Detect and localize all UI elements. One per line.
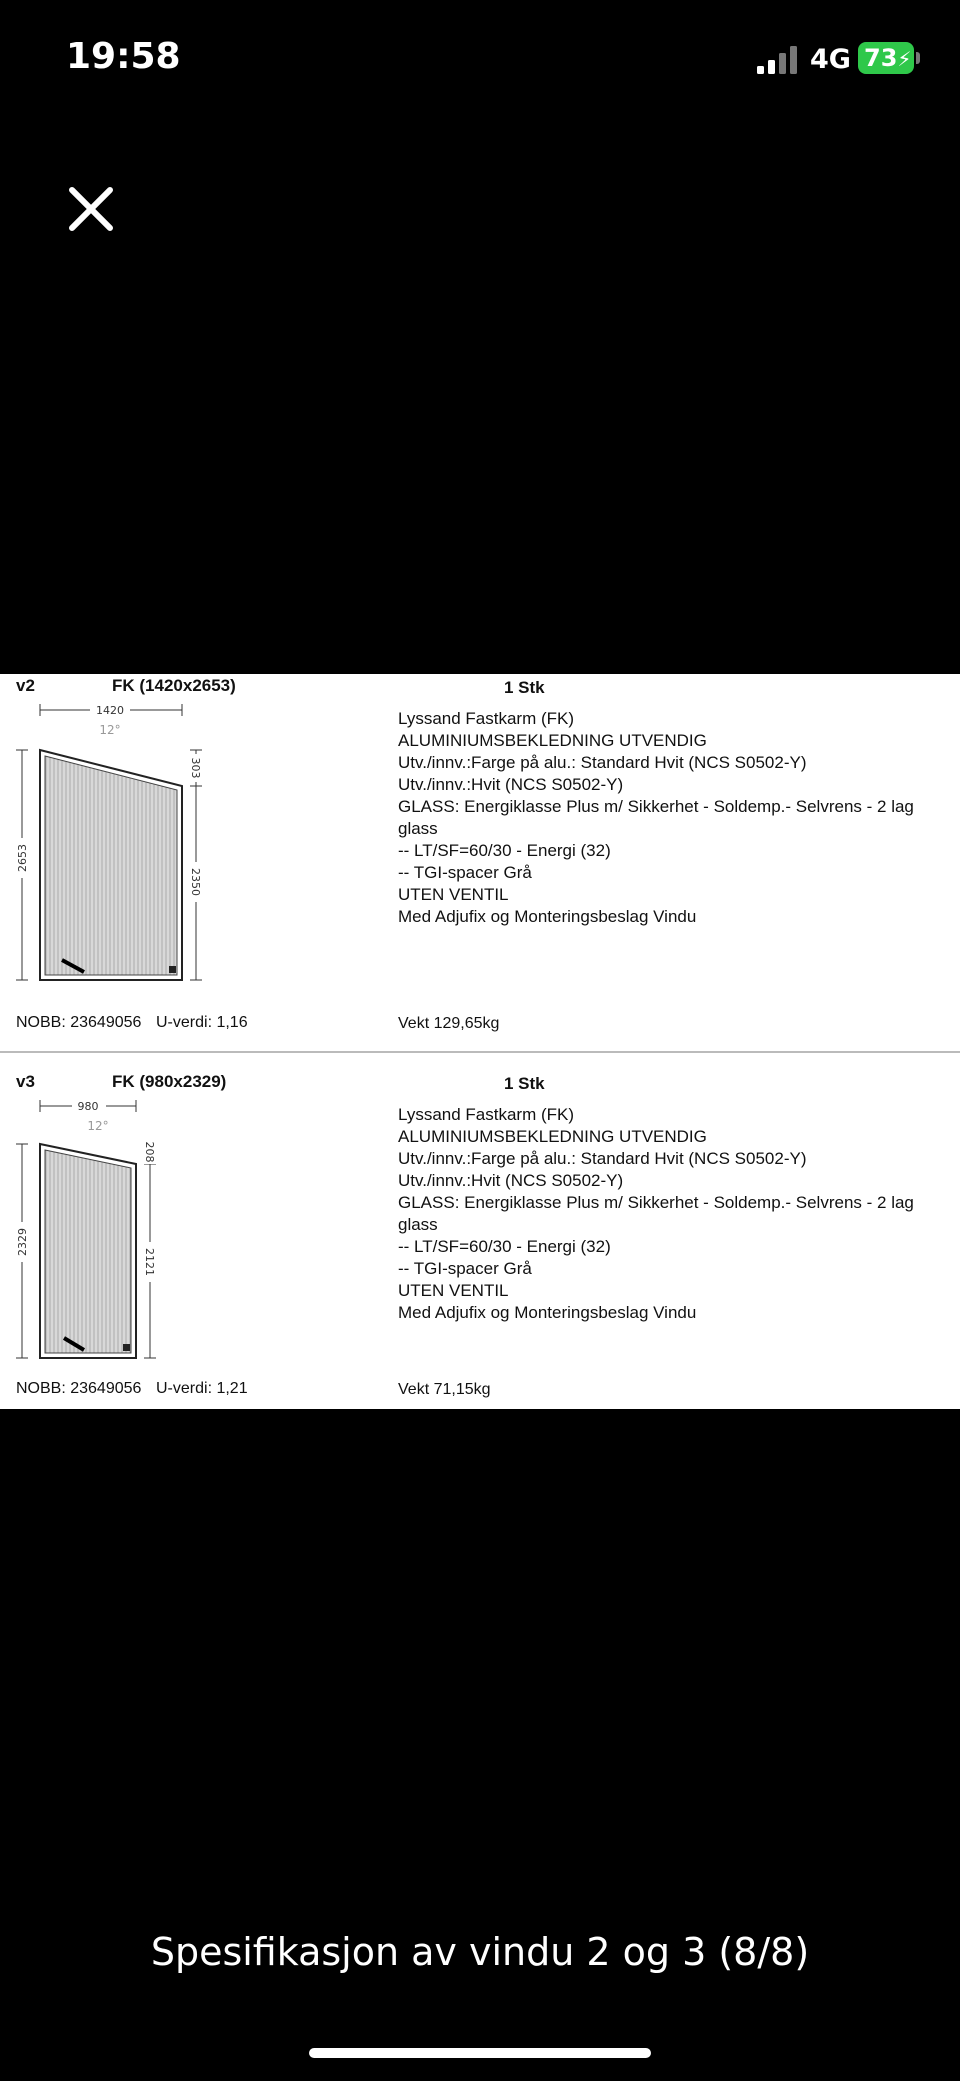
window-spec-v2 xyxy=(0,674,960,1054)
desc-line: Med Adjufix og Monteringsbeslag Vindu xyxy=(398,1303,697,1322)
angle-label: 12° xyxy=(99,723,121,737)
frame-type: FK (1420x2653) xyxy=(112,676,236,695)
image-caption: Spesifikasjon av vindu 2 og 3 (8/8) xyxy=(150,1930,810,1974)
position-label: v2 xyxy=(16,676,35,695)
desc-line: Lyssand Fastkarm (FK) xyxy=(398,709,575,728)
desc-line: GLASS: Energiklasse Plus m/ Sikkerhet - Soldemp.- Selvrens - 2 lag glass xyxy=(398,797,914,838)
document-image xyxy=(0,674,960,1409)
network-type: 4G xyxy=(810,44,851,75)
desc-line: ALUMINIUMSBEKLEDNING UTVENDIG xyxy=(398,731,707,750)
weight: Vekt 71,15kg xyxy=(398,1381,491,1398)
top-difference-dimension: 208 xyxy=(143,1141,156,1163)
home-indicator[interactable] xyxy=(309,2048,651,2058)
window-drawing-v3 xyxy=(0,1094,220,1394)
description xyxy=(398,708,954,928)
desc-line: UTEN VENTIL xyxy=(398,1281,509,1300)
right-height-dimension: 2121 xyxy=(143,1248,156,1276)
description xyxy=(398,1104,954,1324)
desc-line: Utv./innv.:Hvit (NCS S0502-Y) xyxy=(398,1171,624,1190)
battery-level: 73 xyxy=(864,44,898,72)
height-dimension: 2329 xyxy=(16,1228,29,1256)
nobb-number: NOBB: 23649056 xyxy=(16,1014,142,1031)
desc-line: Lyssand Fastkarm (FK) xyxy=(398,1105,575,1124)
width-dimension: 980 xyxy=(77,1100,99,1113)
signal-icon xyxy=(757,46,803,74)
height-dimension: 2653 xyxy=(16,844,29,872)
position-label: v3 xyxy=(16,1072,35,1091)
desc-line: GLASS: Energiklasse Plus m/ Sikkerhet - Soldemp.- Selvrens - 2 lag glass xyxy=(398,1193,914,1234)
width-dimension: 1420 xyxy=(96,704,124,717)
desc-line: Utv./innv.:Farge på alu.: Standard Hvit (NCS S0502-Y) xyxy=(398,1149,807,1168)
close-icon[interactable] xyxy=(66,184,116,234)
weight: Vekt 129,65kg xyxy=(398,1015,500,1032)
desc-line: -- LT/SF=60/30 - Energi (32) xyxy=(398,1237,611,1256)
window-drawing-v2 xyxy=(0,698,220,998)
top-difference-dimension: 303 xyxy=(189,757,202,779)
desc-line: UTEN VENTIL xyxy=(398,885,509,904)
quantity: 1 Stk xyxy=(504,678,545,697)
desc-line: Utv./innv.:Hvit (NCS S0502-Y) xyxy=(398,775,624,794)
u-value: U-verdi: 1,21 xyxy=(156,1380,248,1397)
entry-divider xyxy=(0,1051,960,1053)
u-value: U-verdi: 1,16 xyxy=(156,1014,248,1031)
desc-line: Med Adjufix og Monteringsbeslag Vindu xyxy=(398,907,697,926)
quantity: 1 Stk xyxy=(504,1074,545,1093)
status-time: 19:58 xyxy=(66,36,181,77)
desc-line: -- TGI-spacer Grå xyxy=(398,1259,532,1278)
desc-line: -- LT/SF=60/30 - Energi (32) xyxy=(398,841,611,860)
status-bar xyxy=(0,0,960,120)
desc-line: -- TGI-spacer Grå xyxy=(398,863,532,882)
desc-line: Utv./innv.:Farge på alu.: Standard Hvit (NCS S0502-Y) xyxy=(398,753,807,772)
battery-icon xyxy=(858,42,914,74)
nobb-number: NOBB: 23649056 xyxy=(16,1380,142,1397)
right-height-dimension: 2350 xyxy=(189,868,202,896)
battery-cap xyxy=(916,52,920,64)
desc-line: ALUMINIUMSBEKLEDNING UTVENDIG xyxy=(398,1127,707,1146)
angle-label: 12° xyxy=(87,1119,109,1133)
window-spec-v3 xyxy=(0,1070,960,1450)
frame-type: FK (980x2329) xyxy=(112,1072,227,1091)
charging-bolt-icon: ⚡ xyxy=(897,47,912,71)
